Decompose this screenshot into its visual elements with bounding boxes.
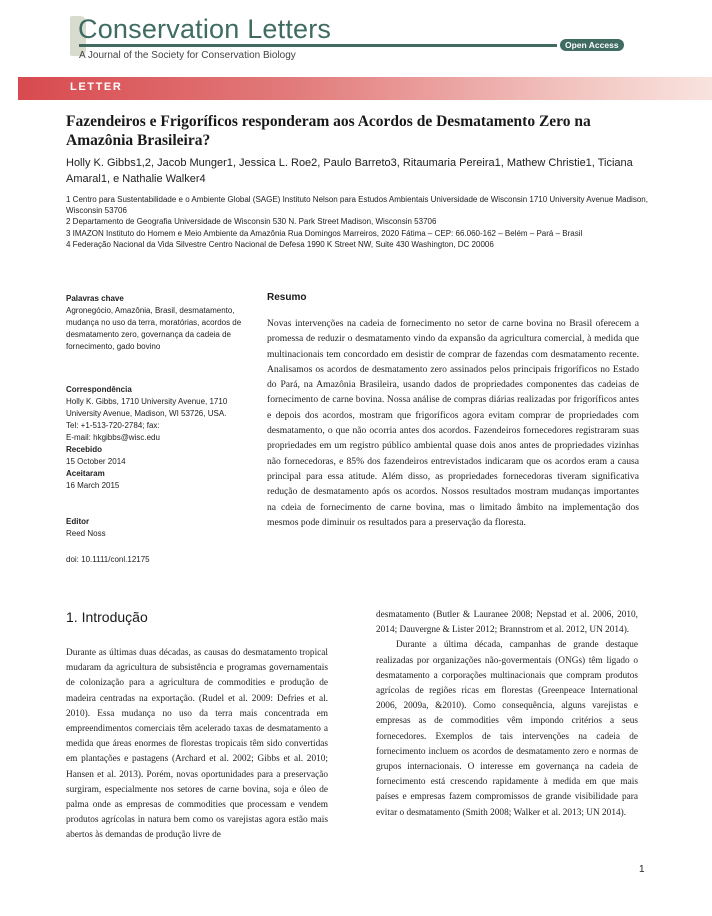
article-type-label: LETTER [70, 81, 123, 93]
keywords-heading: Palavras chave [66, 294, 124, 303]
body-column-left [66, 646, 328, 844]
accepted-date: 16 March 2015 [66, 481, 120, 490]
keywords-block [66, 293, 248, 353]
affiliation-2: 2 Departamento de Geografia Universidade de Wisconsin 530 N. Park Street Madison, Wisconsin 53706 [66, 217, 437, 227]
affiliations [60, 194, 660, 250]
correspondence-block [66, 384, 248, 492]
journal-subtitle: A Journal of the Society for Conservation Biology [79, 50, 296, 61]
abstract-heading: Resumo [267, 292, 307, 303]
editor-name: Reed Noss [66, 529, 106, 538]
correspondence-email[interactable]: E-mail: hkgibbs@wisc.edu [66, 433, 160, 442]
author-list [66, 155, 656, 187]
section-heading: 1. Introdução [66, 609, 148, 625]
paragraph: Durante a última década, campanhas de grande destaque realizadas por organizações não-govermentais (ONGs) têm ligado o desmatamento a corporações multinacionais que compram produtos agrícolas de regiões ricas em florestas (Greenpeace International 2006, 2009a, &2010). Como consequência, alguns varejistas e empresas as de commodities vêm impondo critérios a seus fornecedores. Exemplos de tais intervenções na cadeia de fornecimento incluem os acordos de desmatamento zero e normas de grupos internacionais. O interesse em governança na cadeia de fornecimento está crescendo rapidamente à medida em que mais países e empresas fazem compromissos de grande visibilidade para evitar o desmatamento (Smith 2008; Walker et al. 2013; UN 2014). [376, 640, 638, 818]
affiliation-4: 4 Federação Nacional da Vida Silvestre Centro Nacional de Defesa 1990 K Street NW, Suite 430 Washington, DC 20006 [66, 239, 494, 249]
doi[interactable]: doi: 10.1111/conl.12175 [66, 555, 150, 564]
open-access-badge: Open Access [560, 39, 624, 51]
correspondence-heading: Correspondência [66, 385, 132, 394]
affiliation-1: 1 Centro para Sustentabilidade e o Ambiente Global (SAGE) Instituto Nelson para Estudos Ambientais Universidade de Wisconsin 1710 University Avenue Madison, Wisconsin 53706 [66, 195, 648, 216]
header-rule [79, 44, 557, 47]
authors: Holly K. Gibbs1,2, Jacob Munger1, Jessica L. Roe2, Paulo Barreto3, Ritaumaria Pereira1, Mathew Christie1, Ticiana Amaral1, e Nathalie Walker4 [66, 157, 633, 185]
paragraph: Durante as últimas duas décadas, as causas do desmatamento tropical mudaram da agricultura de subsistência e programas governamentais de colonização para a agricultura de commodities e produção de madeira centradas na exportação. (Rudel et al. 2009: Defries et al. 2010). Essa mudança no uso da terra mais concentrada em empreendimentos comerciais têm acelerado taxas de desmatamento a medida que áreas enormes de florestas tropicais têm sido convertidas em plantações e pastagens (Archard et al. 2002; Gibbs et al. 2010; Hansen et al. 2013). Porém, novas oportunidades para a preservação surgiram, especialmente nos setores de carne bovina, soja e óleo de palma onde as empresas de commodities que processam e vendem produtos agrícolas in natura bem como os varejistas agora estão mais abertos às demandas de produção livre de [66, 648, 328, 841]
article-type-band [18, 77, 712, 100]
received-heading: Recebido [66, 445, 103, 454]
editor-block [66, 516, 248, 540]
article-title: Fazendeiros e Frigoríficos responderam aos Acordos de Desmatamento Zero na Amazônia Brasileira? [66, 113, 591, 149]
abstract-text: Novas intervenções na cadeia de fornecimento no setor de carne bovina no Brasil oferecem a promessa de reduzir o desmatamento vindo da expansão da agricultura comercial, à medida que multinacionais tem concordado em desistir de comprar de fazendas com desmatamento recente. Analisamos os acordos de desmatamento zero assinados pelos principais frigoríficos no Estado do Pará, na Amazônia Brasileira, usando dados de propriedades componentes das cadeias de fornecimento de carne bovina. Nossa análise de compras diárias realizadas por frigoríficos antes e depois dos acordos, mostram que frigoríficos agora evitam comprar de propriedades com desmatamento, o que não ocorria antes dos acordos. Fazendeiros fornecedores registraram suas propriedades em um registro público ambiental quase dois anos antes de propriedades vizinhas não fornecedoras, e 85% dos fazendeiros entrevistados indicaram que os acordos eram a causa principal para essa atitude. Além disso, as propriedades fornecedoras tiveram significativa redução de desmatamento após os acordos. Nossos resultados mostram mudanças importantes na cdeia de fornecimento de carne bovina, mas o limitado âmbito na implementação dos mesmos pode diminuir os resultados para a preservação da floresta. [267, 318, 639, 528]
paragraph: desmatamento (Butler & Lauranee 2008; Nepstad et al. 2006, 2010, 2014; Dauvergne & Lister 2012; Brannstrom et al. 2012, UN 2014). [376, 610, 638, 636]
editor-heading: Editor [66, 517, 90, 526]
body-column-right [376, 608, 638, 821]
keywords-text: Agronegócio, Amazônia, Brasil, desmatamento, mudança no uso da terra, moratórias, acordos de desmatamento zero, governança da cadeia de fornecimento, gado bovino [66, 306, 242, 351]
correspondence-address: Holly K. Gibbs, 1710 University Avenue, 1710 University Avenue, Madison, WI 53726, USA. [66, 397, 228, 418]
correspondence-phone: Tel: +1-513-720-2784; fax: [66, 421, 160, 430]
accepted-heading: Aceitaram [66, 469, 105, 478]
affiliation-3: 3 IMAZON Instituto do Homem e Meio Ambiente da Amazônia Rua Domingos Marreiros, 2020 Fátima – CEP: 66.060-162 – Belém – Pará – Brasil [66, 228, 583, 238]
page-number: 1 [639, 864, 645, 875]
received-date: 15 October 2014 [66, 457, 126, 466]
journal-title: Conservation Letters [78, 14, 332, 44]
